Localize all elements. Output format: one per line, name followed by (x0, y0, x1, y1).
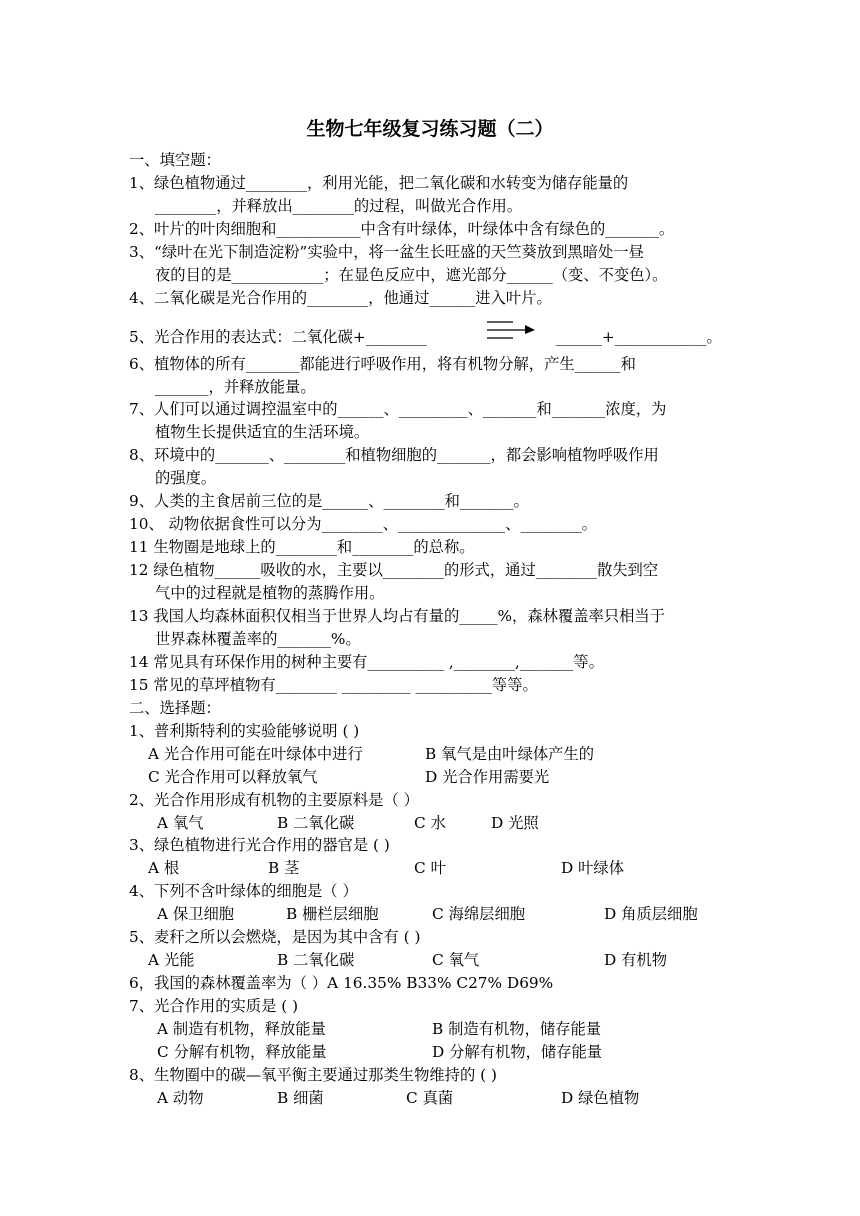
text-line: 14 常见具有环保作用的树种主要有__________ ,________,_______等。 (129, 653, 604, 671)
option-b: B 茎 (268, 859, 300, 877)
text-line: 植物生长提供适宜的生活环境。 (155, 423, 370, 441)
arrow-icon (485, 319, 537, 341)
section-heading: 二、选择题： (129, 699, 221, 717)
option-d: D 有机物 (604, 951, 668, 969)
text-line: 10、 动物依据食性可以分为________、______________、________。 (129, 515, 597, 533)
option-c: C 分解有机物，释放能量 (157, 1043, 327, 1061)
text-line: 12 绿色植物______吸收的水，主要以________的形式，通过________散失到空 (129, 561, 659, 579)
option-a: A 根 (148, 859, 180, 877)
option-d: D 分解有机物，储存能量 (432, 1043, 603, 1061)
option-a: A 制造有机物，释放能量 (157, 1020, 326, 1038)
question-stem: 3、绿色植物进行光合作用的器官是 ( ) (129, 836, 390, 854)
text-line: 的强度。 (155, 469, 217, 487)
text-line: 7、人们可以通过调控温室中的______、_________、_______和_______浓度，为 (129, 400, 667, 418)
text-line: 3、“绿叶在光下制造淀粉”实验中，将一盆生长旺盛的天竺葵放到黑暗处一昼 (129, 243, 644, 261)
option-c: C 海绵层细胞 (432, 905, 526, 923)
question-stem: 1、普利斯特利的实验能够说明 ( ) (129, 722, 360, 740)
option-d: D 光照 (491, 814, 539, 832)
question-stem: 5、麦秆之所以会燃烧，是因为其中含有 ( ) (129, 928, 421, 946)
option-d: D 角质层细胞 (604, 905, 698, 923)
text-line: 5、光合作用的表达式：二氧化碳+________ (129, 328, 427, 346)
option-a: A 光能 (148, 951, 195, 969)
question-stem: 8、生物圈中的碳—氧平衡主要通过那类生物维持的 ( ) (129, 1066, 497, 1084)
option-d: D 绿色植物 (561, 1089, 640, 1107)
option-a: A 动物 (157, 1089, 204, 1107)
text-line: 9、人类的主食居前三位的是______、________和_______。 (129, 492, 529, 510)
option-b: B 细菌 (277, 1089, 324, 1107)
page-title: 生物七年级复习练习题（二） (306, 118, 554, 140)
option-a: A 保卫细胞 (157, 905, 235, 923)
text-line: 4、二氧化碳是光合作用的________，他通过______进入叶片。 (129, 289, 552, 307)
text-line: 夜的目的是____________；在显色反应中，遮光部分______（变、不变色）。 (155, 266, 668, 284)
option-b: B 二氧化碳 (277, 951, 355, 969)
text-line: 气中的过程就是植物的蒸腾作用。 (155, 584, 385, 602)
text-line: 1、绿色植物通过________，利用光能，把二氧化碳和水转变为储存能量的 (129, 174, 629, 192)
text-line: 世界森林覆盖率的_______%。 (155, 630, 361, 648)
option-d: D 光合作用需要光 (425, 768, 550, 786)
question-stem: 4、下列不含叶绿体的细胞是（ ） (129, 882, 358, 900)
question-stem: 7、光合作用的实质是 ( ) (129, 997, 299, 1015)
option-c: C 氧气 (432, 951, 480, 969)
text-line: ________，并释放出________的过程，叫做光合作用。 (155, 197, 523, 215)
option-c: C 真菌 (406, 1089, 454, 1107)
text-line: 15 常见的草坪植物有________ _________ __________等等。 (129, 676, 538, 694)
option-b: B 栅栏层细胞 (286, 905, 379, 923)
question-stem: 2、光合作用形成有机物的主要原料是（ ） (129, 791, 419, 809)
text-line: 13 我国人均森林面积仅相当于世界人均占有量的_____%，森林覆盖率只相当于 (129, 607, 666, 625)
text-line: 6、植物体的所有_______都能进行呼吸作用，将有机物分解，产生______和 (129, 355, 636, 373)
question-stem: 6，我国的森林覆盖率为（ ）A 16.35% B33% C27% D69% (129, 974, 554, 992)
option-d: D 叶绿体 (561, 859, 625, 877)
text-line: _______，并释放能量。 (155, 378, 316, 396)
option-b: B 二氧化碳 (277, 814, 355, 832)
section-heading: 一、填空题： (129, 151, 221, 169)
option-b: B 氧气是由叶绿体产生的 (425, 745, 595, 763)
option-a: A 光合作用可能在叶绿体中进行 (148, 745, 363, 763)
text-line: ______+____________。 (556, 328, 722, 346)
option-b: B 制造有机物，储存能量 (432, 1020, 602, 1038)
option-a: A 氧气 (157, 814, 204, 832)
option-c: C 光合作用可以释放氧气 (148, 768, 318, 786)
text-line: 2、叶片的叶肉细胞和___________中含有叶绿体，叶绿体中含有绿色的_______。 (129, 220, 675, 238)
option-c: C 水 (414, 814, 446, 832)
text-line: 8、环境中的_______、________和植物细胞的_______，都会影响植物呼吸作用 (129, 446, 659, 464)
option-c: C 叶 (414, 859, 446, 877)
text-line: 11 生物圈是地球上的________和________的总称。 (129, 538, 475, 556)
